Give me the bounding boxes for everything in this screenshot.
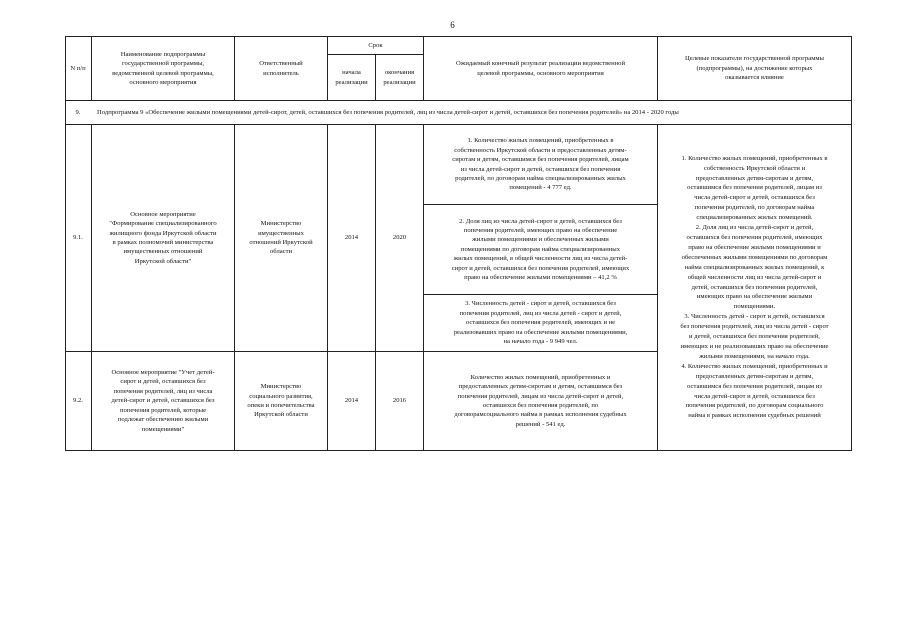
header-indicators: Целевые показатели государственной программы (подпрограммы), на достижение которых оказывается влияние	[685, 55, 824, 82]
program-table	[65, 36, 852, 451]
row-num-9-1: 9.1.	[73, 234, 83, 242]
row-name-9-2: Основное мероприятие "Учет детей- сирот и детей, оставшихся без попечения родителей, лиц из числа детей-сирот и детей, оставшихся без попечения родителей, которые подлежат обеспечению жилыми помещениями"	[111, 369, 215, 433]
header-name: Наименование подпрограммы государственной программы, ведомственной целевой программы, основного мероприятия	[112, 50, 214, 86]
row-responsible-9-2: Министерство социального развития, опеки и попечительства Иркутской области	[247, 383, 315, 419]
header-result: Ожидаемый конечный результат реализации ведомственной целевой программы, основного мероприятия	[456, 60, 625, 77]
rule-bottom	[65, 450, 852, 451]
header-term: Срок	[368, 41, 383, 49]
header-start: начала реализации	[335, 69, 368, 86]
row-responsible-9-1: Министерство имущественных отношений Иркутской области	[249, 220, 313, 256]
row-name-9-1: Основное мероприятие "Формирование специализированного жилищного фонда Иркутской области в рамках полномочий министерства имущественных отношений Иркутской области"	[109, 210, 217, 265]
section-num: 9.	[75, 108, 81, 116]
row-end-9-1: 2020	[392, 234, 407, 242]
row-result-9-1-b: 2. Доля лиц из числа детей-сирот и детей, оставшихся без попечения родителей, имеющих право на обеспечение жилыми помещениями и обеспеченных жилыми помещениями по договорам найма специализированных жилых помещений, в общей численности лиц из числа детей- сирот и детей, оставшихся без попечения родителей, имеющих право на обеспечение жилыми помещениями – 41,2 %	[451, 217, 630, 282]
header-end: окончания реализации	[383, 69, 416, 86]
section-title: Подпрограмма 9 «Обеспечение жилыми помещениями детей-сирот, детей, оставшихся без попечения родителей, лиц из числа детей-сирот и детей, оставшихся без попечения родителей» на 2014 - 2020 годы	[97, 108, 679, 116]
row-start-9-1: 2014	[344, 234, 359, 242]
row-result-9-1-a: 1. Количество жилых помещений, приобретенных в собственность Иркутской области и предоставленных детям- сиротам и детям, оставшимся без попечения родителей, лицам из числа детей-сирот и детей, оставшихся без попечения родителей, по договорам найма специализированных жилых помещений - 4 777 ед.	[452, 137, 629, 192]
header-responsible: Ответственный исполнитель	[259, 60, 303, 77]
row-num-9-2: 9.2.	[73, 397, 83, 405]
header-num: N п/п	[70, 64, 86, 72]
target-indicators: 1. Количество жилых помещений, приобретенных в собственность Иркутской области и предоставленных детям-сиротам и детям, оставшимся без попечения родителей, лицам из числа детей-сирот и детей, оставшихся без попечения родителей, по договорам найма специализированных жилых помещений. 2. Доля лиц из числа детей-сирот и детей, оставшихся без попечения родителей, имеющих право на обеспечение жилыми помещениями и обеспеченных жилыми помещениями по договорам найма специализированных жилых помещений, к общей численности лиц из числа детей-сирот и детей, оставшихся без попечения родителей, имеющих право на обеспечение жилыми помещениями. 3. Численность детей - сирот и детей, оставшихся без попечения родителей, лиц из числа детей - сирот и детей, оставшихся без попечения родителей, имеющих и не реализовавших право на обеспечение жилыми помещениями, на начало года. 4. Количество жилых помещений, приобретенных и предоставленных детям-сиротам и детям, оставшимся без попечения родителей, лицам из числа детей-сирот и детей, оставшихся без попечения родителей, по договорам социального найма в рамках исполнения судебных решений	[680, 154, 829, 420]
rule-right	[851, 36, 852, 451]
row-end-9-2: 2016	[392, 397, 407, 405]
page-number: 6	[450, 20, 455, 30]
row-result-9-1-c: 3. Численность детей - сирот и детей, оставшихся без попечения родителей, лиц из числа детей - сирот и детей, оставшихся без попечения родителей, имеющих и не реализовавших право на обеспечение жилыми помещениями, на начало года - 9 949 чел.	[453, 300, 628, 346]
row-result-9-2: Количество жилых помещений, приобретенных и предоставленных детям-сиротам и детям, оставшимся без попечения родителей, лицам из числа детей-сирот и детей, оставшихся без попечения родителей, по договорамсоциального найма в рамках исполнения судебных решений - 541 ед.	[454, 373, 627, 428]
row-start-9-2: 2014	[344, 397, 359, 405]
